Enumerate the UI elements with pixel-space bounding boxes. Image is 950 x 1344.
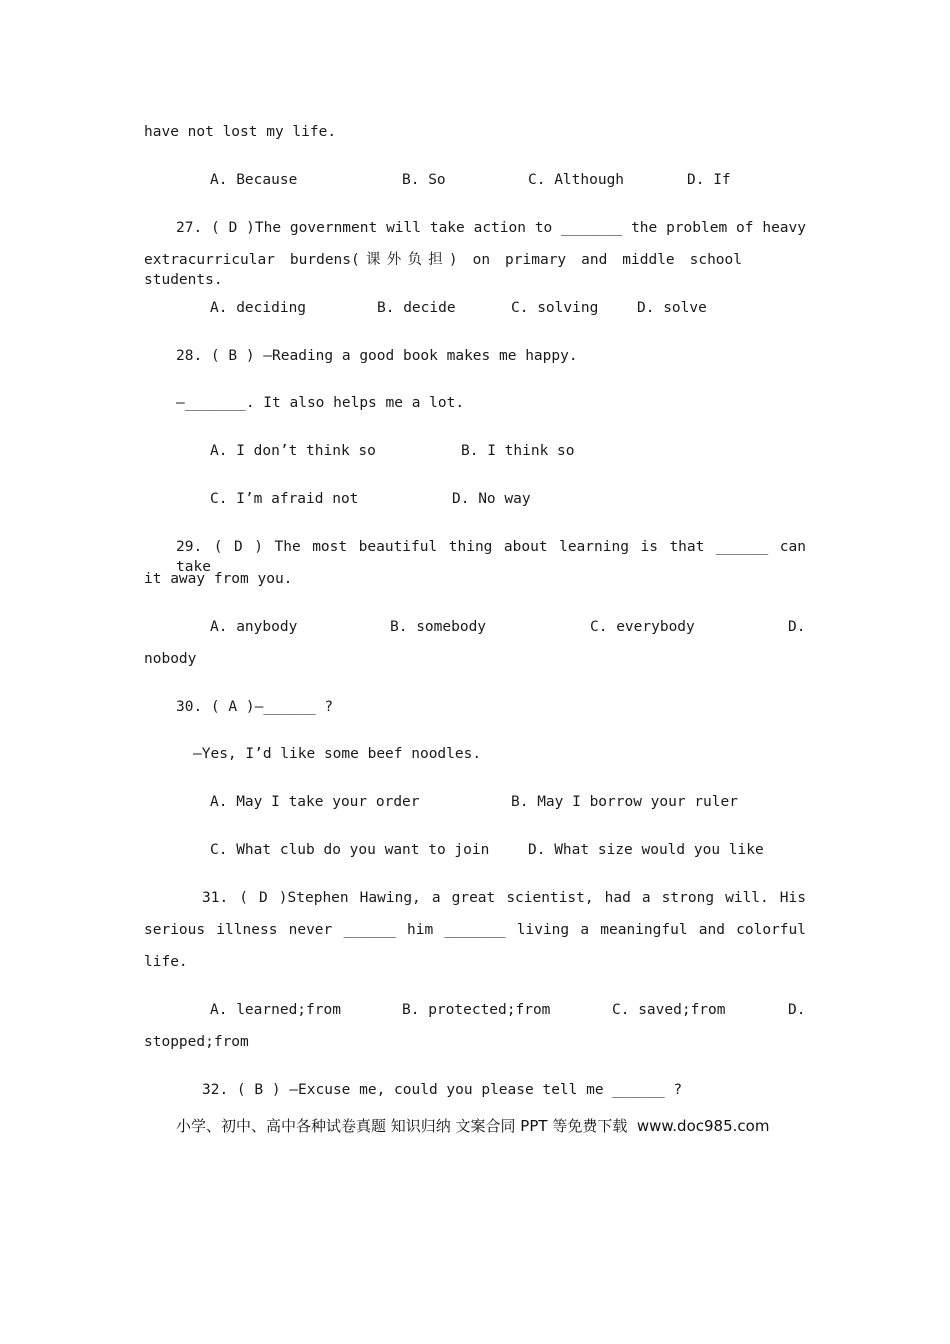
q32-stem-line1: 32. ( B ) —Excuse me, could you please tell me ______ ? xyxy=(202,1082,683,1098)
q27-option-b: B. decide xyxy=(377,300,456,316)
q28-stem-line1: 28. ( B ) —Reading a good book makes me happy. xyxy=(176,348,578,364)
q31-stem-line2: serious illness never ______ him _______ living a meaningful and colorful xyxy=(144,922,806,938)
q30-option-c: C. What club do you want to join xyxy=(210,842,490,858)
q31-option-a: A. learned;from xyxy=(210,1002,341,1018)
q30-option-a: A. May I take your order xyxy=(210,794,420,810)
q29-stem-line2: it away from you. xyxy=(144,571,293,587)
q31-option-c: C. saved;from xyxy=(612,1002,726,1018)
q28-option-c: C. I’m afraid not xyxy=(210,491,359,507)
q31-option-d-text: stopped;from xyxy=(144,1034,249,1050)
q27-option-d: D. solve xyxy=(637,300,707,316)
q27-option-a: A. deciding xyxy=(210,300,307,316)
q30-stem-line1: 30. ( A )—______ ? xyxy=(176,699,334,715)
q29-option-a: A. anybody xyxy=(210,619,298,635)
q27-stem-line1: 27. ( D )The government will take action to _______ the problem of heavy xyxy=(176,220,806,236)
q29-options xyxy=(0,617,950,717)
q29-option-b: B. somebody xyxy=(390,619,487,635)
q29-stem-line1: 29. ( D ) The most beautiful thing about learning is that ______ can take xyxy=(176,539,806,575)
q26-option-d: D. If xyxy=(687,172,731,188)
q28-option-b: B. I think so xyxy=(461,443,575,459)
q30-stem-line2: —Yes, I’d like some beef noodles. xyxy=(193,746,482,762)
q29-option-c: C. everybody xyxy=(590,619,695,635)
q26-option-a: A. Because xyxy=(210,172,298,188)
q26-option-b: B. So xyxy=(402,172,446,188)
q31-option-d: D. xyxy=(788,1002,806,1018)
page-footer: 小学、初中、高中各种试卷真题 知识归纳 文案合同 PPT 等免费下载 www.doc985.com xyxy=(176,1117,770,1135)
q29-option-d: D. xyxy=(788,619,806,635)
q28-option-d: D. No way xyxy=(452,491,531,507)
q30-option-d: D. What size would you like xyxy=(528,842,764,858)
q31-stem-line1: 31. ( D )Stephen Hawing, a great scientist, had a strong will. His xyxy=(202,890,806,906)
q26-option-c: C. Although xyxy=(528,172,625,188)
q28-option-a: A. I don’t think so xyxy=(210,443,376,459)
q28-stem-line2: —_______. It also helps me a lot. xyxy=(176,395,465,411)
q27-option-c: C. solving xyxy=(511,300,599,316)
q29-option-d-text: nobody xyxy=(144,651,197,667)
q27-stem-line2: extracurricular burdens(课外负担) on primary and middle school students. xyxy=(144,252,742,288)
q31-option-b: B. protected;from xyxy=(402,1002,551,1018)
q26-continuation: have not lost my life. xyxy=(144,124,337,140)
q30-option-b: B. May I borrow your ruler xyxy=(511,794,738,810)
q31-stem-line3: life. xyxy=(144,954,188,970)
